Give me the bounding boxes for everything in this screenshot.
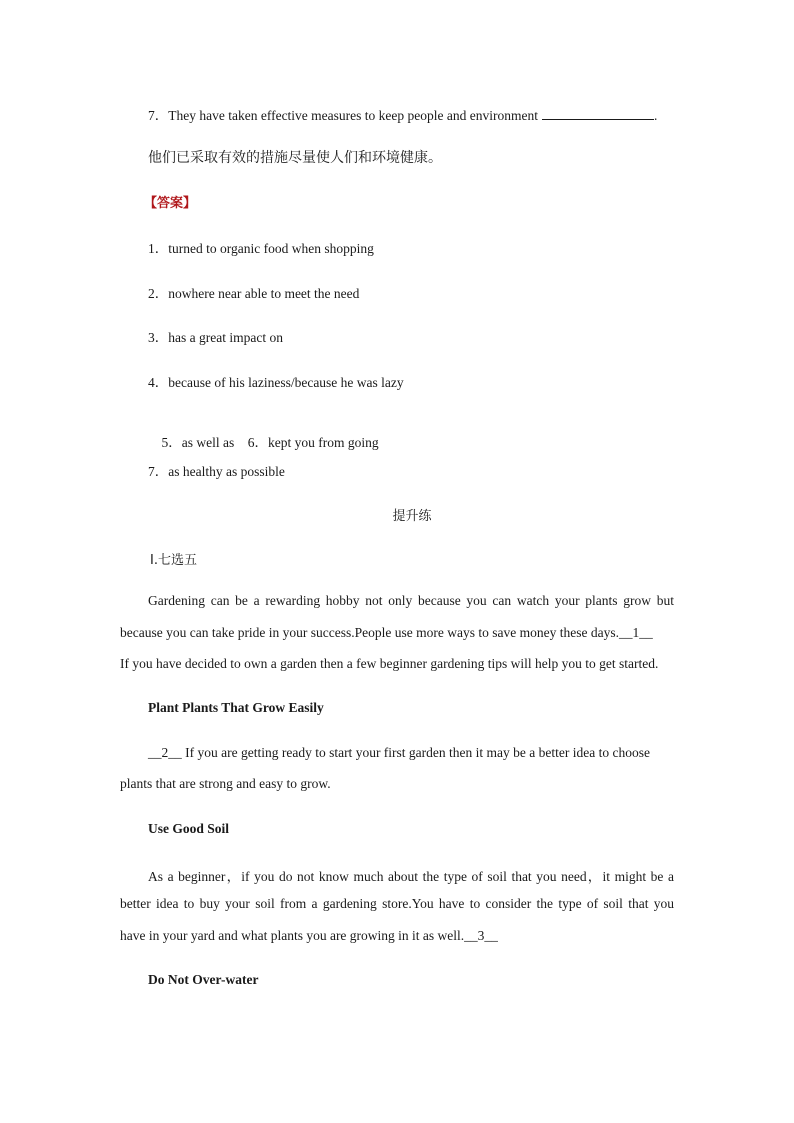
answer-item: 5．as well as 6．kept you from going — [161, 435, 379, 450]
answer-blank — [542, 107, 654, 120]
section-title: 提升练 — [392, 509, 432, 524]
paragraph-1-line-1: Gardening can be a rewarding hobby not only because you can watch your plants grow but — [148, 593, 674, 608]
answer-item: 3．has a great impact on — [148, 330, 283, 345]
answer-item: 1．turned to organic food when shopping — [148, 241, 374, 256]
answer-item: 2．nowhere near able to meet the need — [148, 286, 360, 301]
heading-over-water: Do Not Over-water — [148, 972, 259, 987]
paragraph-3-line-1: As a beginner，if you do not know much about the type of soil that you need，it might be a — [148, 869, 674, 884]
answer-item: 7．as healthy as possible — [148, 464, 285, 479]
heading-good-soil: Use Good Soil — [148, 821, 230, 836]
gap-3: __3__ — [464, 928, 498, 943]
part-title: Ⅰ.七选五 — [150, 553, 197, 568]
answer-item: 4．because of his laziness/because he was lazy — [148, 375, 404, 390]
paragraph-3-line-3: have in your yard and what plants you are growing in it as well.__3__ — [120, 928, 498, 943]
heading-plant-easily: Plant Plants That Grow Easily — [148, 700, 324, 715]
paragraph-3-line-2: better idea to buy your soil from a gardening store.You have to consider the type of soil that you — [120, 896, 674, 911]
question-7-number: 7． — [148, 108, 169, 123]
question-7-end: . — [653, 108, 658, 123]
question-7 — [148, 104, 657, 124]
answer-label: 【答案】 — [144, 196, 197, 211]
paragraph-1-line-3: If you have decided to own a garden then a few beginner gardening tips will help you to get started. — [120, 656, 659, 671]
question-7-text: They have taken effective measures to keep people and environment — [168, 108, 538, 123]
gap-1: __1__ — [618, 625, 653, 640]
paragraph-1-line-2: because you can take pride in your success.People use more ways to save money these days.__1__ — [120, 625, 653, 640]
paragraph-2-line-2: plants that are strong and easy to grow. — [120, 776, 331, 791]
paragraph-2-line-1: __2__ If you are getting ready to start your first garden then it may be a better idea to choose — [148, 745, 650, 760]
gap-2: __2__ — [148, 745, 182, 760]
question-7-translation: 他们已采取有效的措施尽量使人们和环境健康。 — [148, 150, 442, 166]
